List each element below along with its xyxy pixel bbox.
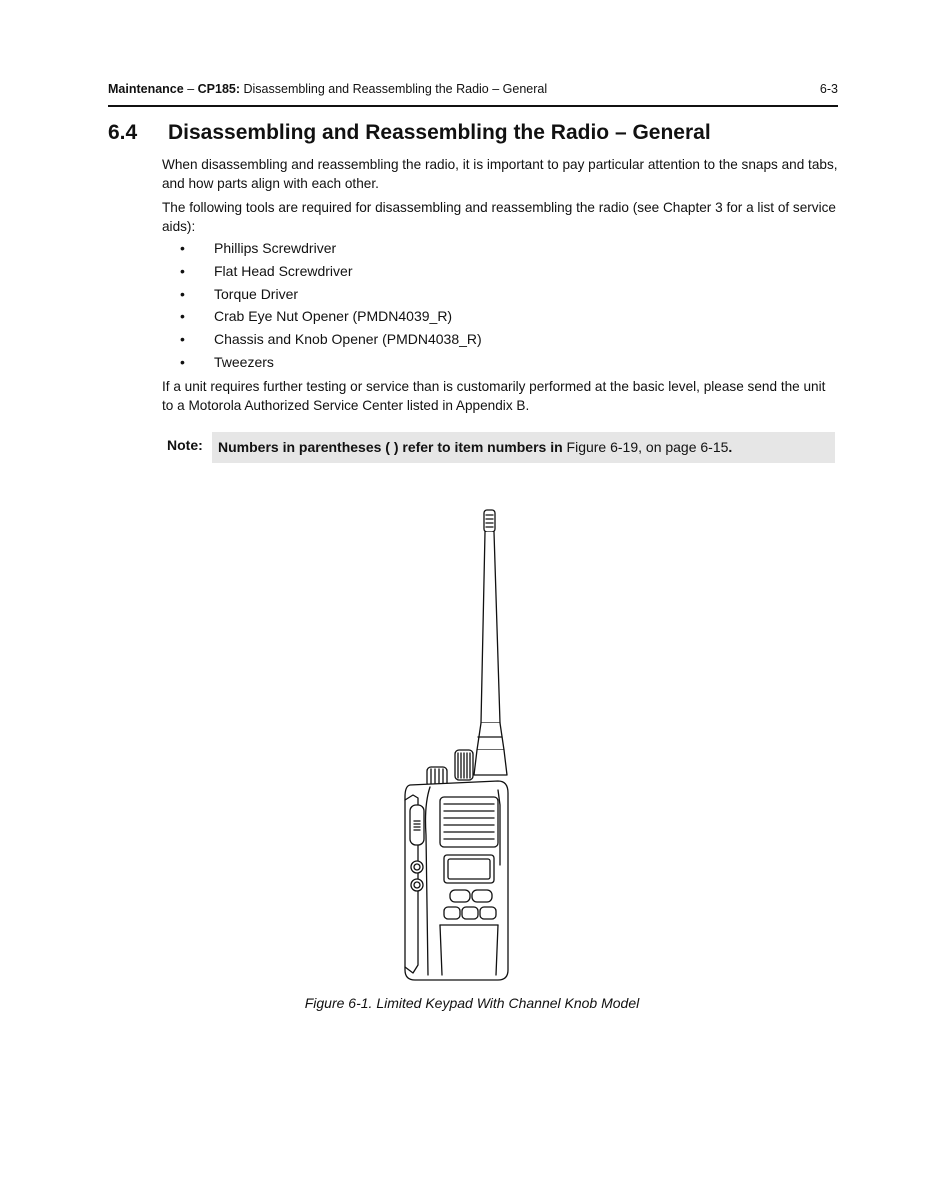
list-item: • Torque Driver: [162, 283, 838, 306]
list-item: • Chassis and Knob Opener (PMDN4038_R): [162, 328, 838, 351]
tools-list: [162, 237, 838, 374]
bullet-icon: •: [180, 262, 185, 279]
bullet-icon: •: [180, 353, 185, 370]
header-rule: [108, 105, 838, 107]
side-button-2: [411, 879, 423, 891]
intro-paragraph: When disassembling and reassembling the radio, it is important to pay particular attention to the snaps and tabs, and how parts align with each other.: [162, 157, 838, 191]
bullet-icon: •: [180, 308, 185, 325]
list-item: • Phillips Screwdriver: [162, 237, 838, 260]
note-box: Numbers in parentheses ( ) refer to item numbers in Figure 6-19, on page 6-15.: [212, 432, 835, 463]
list-item: • Crab Eye Nut Opener (PMDN4039_R): [162, 305, 838, 328]
page-number: 6-3: [819, 82, 838, 96]
bullet-icon: •: [180, 285, 185, 302]
speaker-grille: [440, 797, 498, 847]
ptt-button: [410, 805, 424, 845]
section-number: 6.4: [108, 121, 138, 144]
section-title: Disassembling and Reassembling the Radio – General: [168, 121, 711, 144]
running-header: [108, 82, 838, 102]
figure-caption: Figure 6-1. Limited Keypad With Channel Knob Model: [304, 995, 640, 1011]
channel-knob: [455, 750, 473, 780]
side-button-1: [411, 861, 423, 873]
bullet-icon: •: [180, 331, 185, 348]
list-item: • Flat Head Screwdriver: [162, 260, 838, 283]
note-label: Note:: [167, 437, 203, 453]
radio-illustration: [380, 505, 530, 985]
service-paragraph: If a unit requires further testing or service than is customarily performed at the basic level, please send the unit to a Motorola Authorized Service Center listed in Appendix B.: [162, 379, 826, 413]
antenna: [474, 510, 507, 775]
bullet-icon: •: [180, 240, 185, 256]
tools-intro-paragraph: The following tools are required for disassembling and reassembling the radio (see Chapter 3 for a list of service aids):: [162, 200, 836, 234]
figure-reference-link[interactable]: Figure 6-19, on page 6-15: [562, 439, 729, 455]
list-item: • Tweezers: [162, 351, 838, 374]
note-text: Numbers in parentheses ( ) refer to item numbers in: [218, 439, 563, 455]
header-title: Maintenance – CP185: Disassembling and Reassembling the Radio – General: [108, 82, 548, 96]
